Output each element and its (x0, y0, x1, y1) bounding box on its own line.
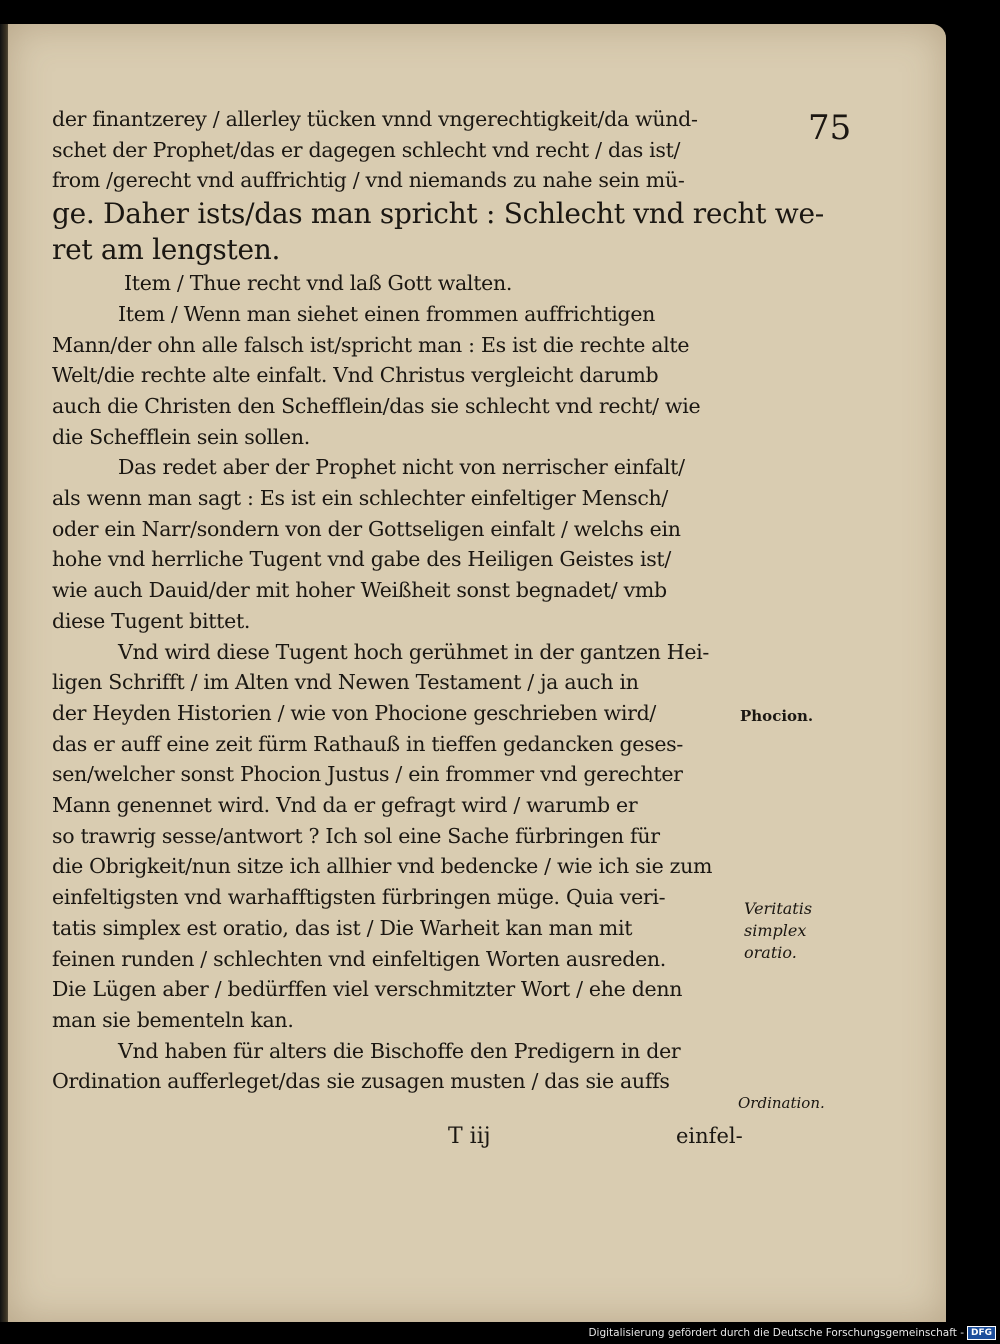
signature-mark: T iij (448, 1124, 491, 1149)
page-number: 75 (808, 108, 852, 148)
marginal-line: oratio. (744, 943, 797, 962)
text-line: oder ein Narr/sondern von der Gottseligen einfalt / welchs ein (52, 516, 681, 541)
text-line: from /gerecht vnd auffrichtig / vnd niemands zu nahe sein mü- (52, 168, 685, 193)
text-line: Vnd haben für alters die Bischoffe den Predigern in der (118, 1038, 681, 1063)
text-line: als wenn man sagt : Es ist ein schlechter einfeltiger Mensch/ (52, 486, 669, 511)
text-line: der finantzerey / allerley tücken vnnd vngerechtigkeit/da wünd- (52, 107, 698, 131)
text-line: Mann genennet wird. Vnd da er gefragt wird / warumb er (52, 793, 638, 818)
text-line: die Obrigkeit/nun sitze ich allhier vnd bedencke / wie ich sie zum (52, 854, 713, 879)
funding-footer (588, 1326, 996, 1340)
catchword: einfel- (676, 1124, 743, 1148)
text-line: feinen runden / schlechten vnd einfeltigen Worten ausreden. (52, 946, 667, 971)
marginal-line: Veritatis (744, 899, 813, 918)
text-line: diese Tugent bittet. (52, 608, 251, 633)
text-line: so trawrig sesse/antwort ? Ich sol eine Sache fürbringen für (52, 823, 660, 848)
text-line: Item / Wenn man siehet einen frommen auffrichtigen (118, 301, 656, 326)
text-line: sen/welcher sonst Phocion Justus / ein frommer vnd gerechter (52, 762, 683, 787)
dfg-logo-icon: DFG (967, 1326, 996, 1340)
marginal-line: simplex (744, 921, 807, 940)
marginal-note-phocion: Phocion. (740, 707, 814, 725)
text-line: die Schefflein sein sollen. (52, 424, 310, 449)
text-line: Ordination aufferleget/das sie zusagen musten / das sie auffs (52, 1069, 670, 1094)
marginal-note-veritatis (744, 898, 812, 964)
text-line: Die Lügen aber / bedürffen viel verschmitzter Wort / ehe denn (52, 977, 683, 1002)
text-line: der Heyden Historien / wie von Phocione geschrieben wird/ (52, 700, 657, 725)
text-line: Mann/der ohn alle falsch ist/spricht man : Es ist die rechte alte (52, 332, 690, 357)
text-line: das er auff eine zeit fürm Rathauß in tieffen gedancken geses- (52, 731, 684, 756)
text-line: Das redet aber der Prophet nicht von nerrischer einfalt/ (118, 455, 685, 480)
text-line: auch die Christen den Schefflein/das sie schlecht vnd recht/ wie (52, 393, 701, 418)
text-line: tatis simplex est oratio, das ist / Die Warheit kan man mit (52, 915, 633, 940)
text-line: man sie bementeln kan. (52, 1007, 294, 1032)
text-line: Vnd wird diese Tugent hoch gerühmet in der gantzen Hei- (118, 639, 710, 664)
text-line: einfeltigsten vnd warhafftigsten fürbringen müge. Quia veri- (52, 885, 666, 910)
text-line: ge. Daher ists/das man spricht : Schlecht vnd recht we- (52, 197, 824, 231)
footer-text: Digitalisierung gefördert durch die Deutsche Forschungsgemeinschaft - (588, 1327, 964, 1339)
main-text-block (52, 104, 824, 1097)
text-line: hohe vnd herrliche Tugent vnd gabe des Heiligen Geistes ist/ (52, 547, 671, 572)
text-line: schet der Prophet/das er dagegen schlecht vnd recht / das ist/ (52, 137, 681, 162)
text-line: Item / Thue recht vnd laß Gott walten. (124, 271, 513, 296)
marginal-note-ordination: Ordination. (738, 1094, 825, 1112)
text-line: wie auch Dauid/der mit hoher Weißheit sonst begnadet/ vmb (52, 578, 667, 603)
text-line: ret am lengsten. (52, 233, 281, 267)
text-line: Welt/die rechte alte einfalt. Vnd Christus vergleicht darumb (52, 363, 659, 388)
text-line: ligen Schrifft / im Alten vnd Newen Testament / ja auch in (52, 670, 639, 695)
